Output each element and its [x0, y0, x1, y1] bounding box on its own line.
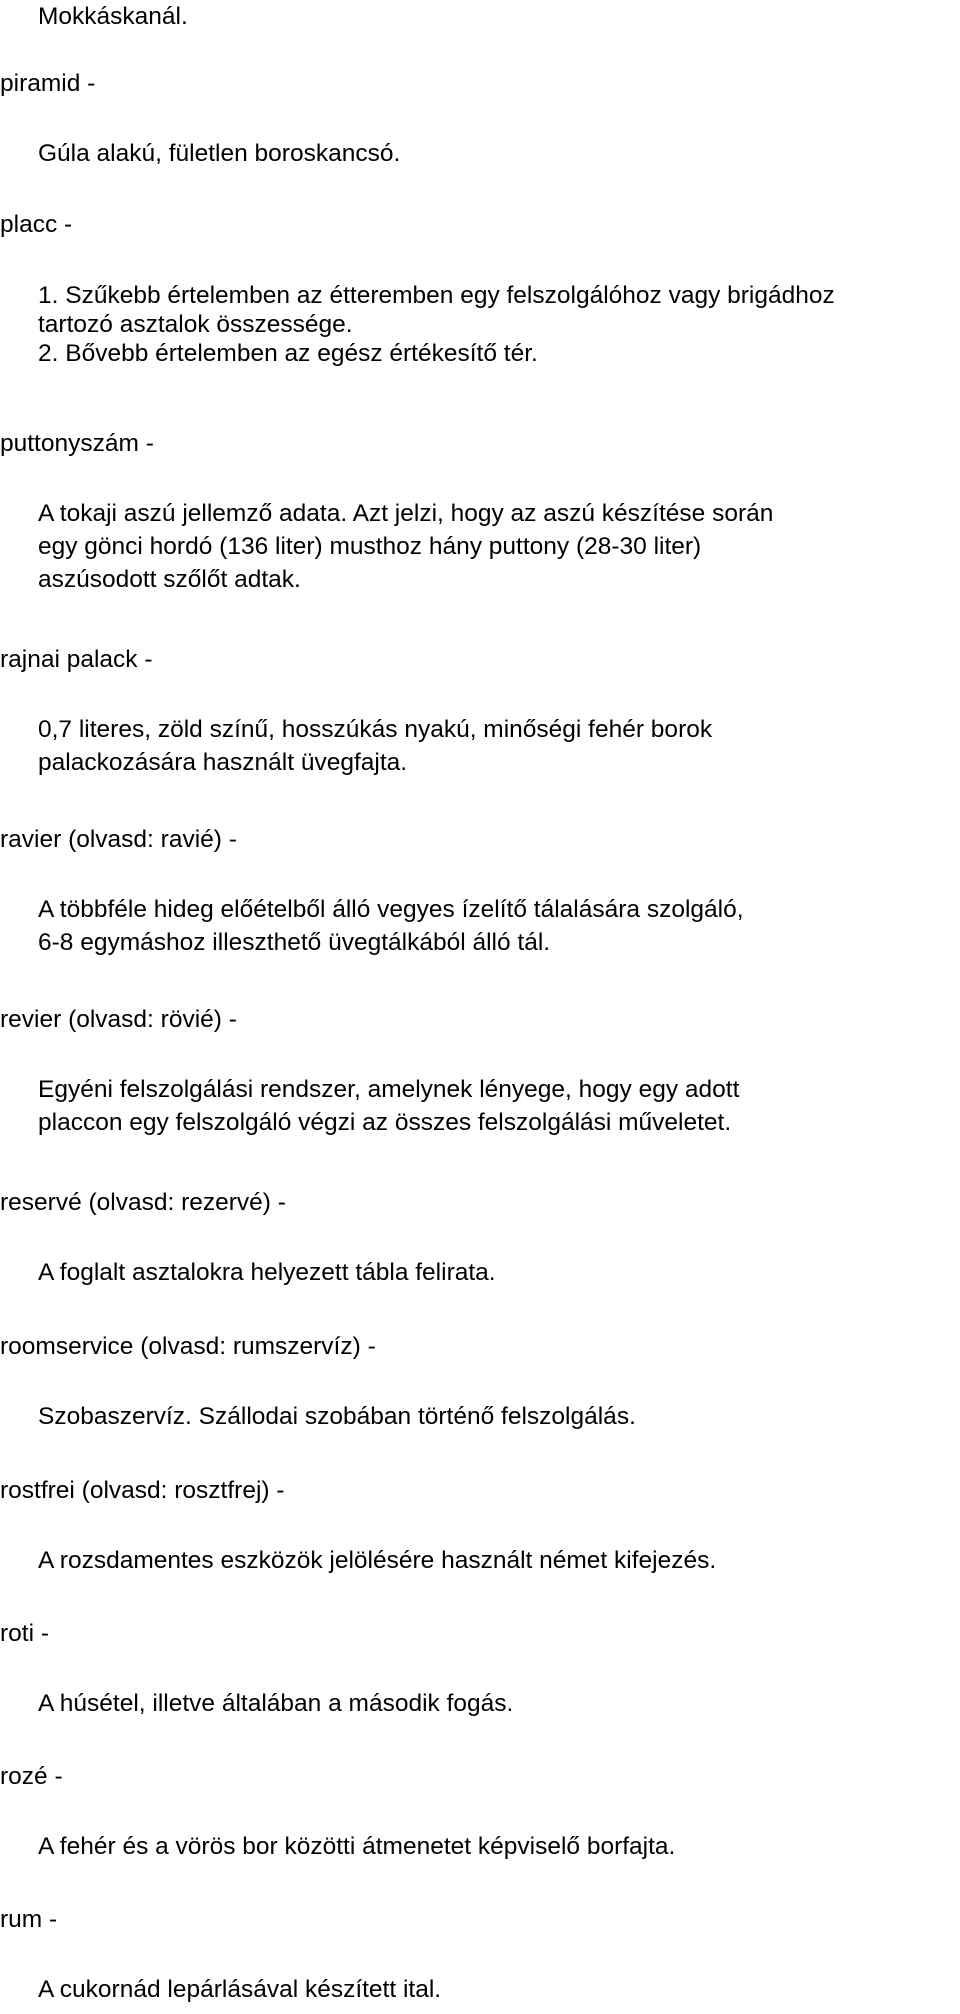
- entry-definition: [0, 1400, 960, 1433]
- entry-term: placc -: [0, 211, 73, 238]
- definition-line: A többféle hideg előételből álló vegyes ízelítő tálalására szolgáló,: [38, 896, 744, 923]
- entry-term: rozé -: [0, 1763, 63, 1790]
- entry-definition: [0, 137, 960, 170]
- definition-line: Szobaszervíz. Szállodai szobában történő felszolgálás.: [38, 1403, 636, 1430]
- glossary-entry-rum: [0, 1903, 960, 2006]
- entry-term: puttonyszám -: [0, 430, 154, 457]
- definition-line: Egyéni felszolgálási rendszer, amelynek lényege, hogy egy adott: [38, 1076, 740, 1103]
- definition-line: A foglalt asztalokra helyezett tábla felirata.: [38, 1259, 496, 1286]
- glossary-entry-roti: [0, 1617, 960, 1720]
- entry-definition: [0, 713, 960, 779]
- glossary-entry-roze: [0, 1760, 960, 1863]
- definition-line: tartozó asztalok összessége.: [38, 311, 353, 338]
- definition-line: A húsétel, illetve általában a második fogás.: [38, 1690, 514, 1717]
- glossary-entry-revier: [0, 1003, 960, 1139]
- entry-term: ravier (olvasd: ravié) -: [0, 826, 237, 853]
- definition-line: A tokaji aszú jellemző adata. Azt jelzi, hogy az aszú készítése során: [38, 500, 774, 527]
- definition-line: 0,7 literes, zöld színű, hosszúkás nyakú, minőségi fehér borok: [38, 716, 713, 743]
- definition-line: A rozsdamentes eszközök jelölésére használt német kifejezés.: [38, 1547, 717, 1574]
- glossary-entry-rostfrei: [0, 1474, 960, 1577]
- definition-line: palackozására használt üvegfajta.: [38, 749, 408, 776]
- definition-line: 2. Bővebb értelemben az egész értékesítő tér.: [38, 340, 538, 367]
- entry-definition: [0, 1073, 960, 1139]
- glossary-entry-reserve: [0, 1186, 960, 1289]
- definition-line: 1. Szűkebb értelemben az étteremben egy felszolgálóhoz vagy brigádhoz: [38, 282, 835, 309]
- entry-term: rajnai palack -: [0, 646, 153, 673]
- definition-line: aszúsodott szőlőt adtak.: [38, 566, 301, 593]
- entry-term: rum -: [0, 1906, 58, 1933]
- entry-definition: [0, 1830, 960, 1863]
- definition-line: Gúla alakú, fületlen boroskancsó.: [38, 140, 401, 167]
- entry-term: revier (olvasd: rövié) -: [0, 1006, 237, 1033]
- previous-definition-tail: Mokkáskanál.: [38, 3, 188, 30]
- glossary-entry-rajnai-palack: [0, 643, 960, 779]
- entry-term: piramid -: [0, 70, 96, 97]
- entry-definition: [0, 279, 960, 370]
- entry-term: roti -: [0, 1620, 49, 1647]
- definition-list-item: [38, 279, 960, 341]
- entry-term: reservé (olvasd: rezervé) -: [0, 1189, 286, 1216]
- entry-term: rostfrei (olvasd: rosztfrej) -: [0, 1477, 285, 1504]
- entry-definition: [0, 1256, 960, 1289]
- entry-definition: [0, 1544, 960, 1577]
- definition-line: placcon egy felszolgáló végzi az összes felszolgálási műveletet.: [38, 1109, 732, 1136]
- entry-definition: [0, 893, 960, 959]
- definition-list-item: [38, 337, 960, 370]
- definition-line: 6-8 egymáshoz illeszthető üvegtálkából álló tál.: [38, 929, 551, 956]
- definition-line: A cukornád lepárlásával készített ital.: [38, 1976, 442, 2003]
- glossary-entry-puttonyszam: [0, 427, 960, 596]
- definition-line: egy gönci hordó (136 liter) musthoz hány puttony (28-30 liter): [38, 533, 702, 560]
- glossary-entry-ravier: [0, 823, 960, 959]
- entry-term: roomservice (olvasd: rumszervíz) -: [0, 1333, 376, 1360]
- glossary-entry-piramid: [0, 67, 960, 170]
- glossary-entry-placc: [0, 208, 960, 370]
- definition-line: A fehér és a vörös bor közötti átmenetet képviselő borfajta.: [38, 1833, 676, 1860]
- entry-definition: [0, 1687, 960, 1720]
- glossary-entry-roomservice: [0, 1330, 960, 1433]
- definition-list: [38, 279, 960, 370]
- entry-definition: [0, 497, 960, 596]
- entry-definition: [0, 1973, 960, 2006]
